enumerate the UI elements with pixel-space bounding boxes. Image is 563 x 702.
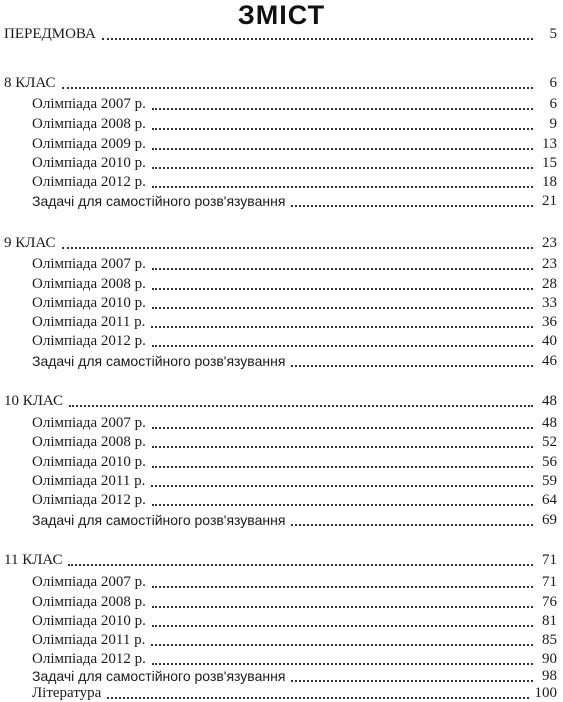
toc-section-entry[interactable]	[4, 391, 557, 410]
toc-entry-page-number: 56	[542, 454, 557, 470]
toc-entry[interactable]	[32, 490, 557, 509]
toc-entry-label: 10 КЛАС	[4, 393, 64, 409]
toc-entry-label: Олімпіада 2007 р.	[32, 96, 146, 112]
toc-entry[interactable]	[32, 413, 557, 432]
toc-entry[interactable]	[32, 471, 557, 490]
toc-entry-page-number: 21	[542, 193, 557, 209]
toc-entry[interactable]	[32, 683, 557, 702]
toc-entry-page-number: 5	[549, 26, 557, 42]
toc-entry[interactable]	[32, 191, 557, 210]
toc-entry-label: Олімпіада 2009 р.	[32, 136, 146, 152]
toc-entry-label: Олімпіада 2011 р.	[32, 473, 146, 489]
toc-entry-label: Олімпіада 2012 р.	[32, 333, 146, 349]
toc-entry-label: 8 КЛАС	[4, 75, 56, 91]
dot-leader	[151, 644, 533, 646]
dot-leader	[152, 307, 533, 309]
toc-entry[interactable]	[32, 611, 557, 630]
toc-entry-page-number: 90	[542, 651, 557, 667]
toc-entry[interactable]	[32, 452, 557, 471]
toc-entry-page-number: 6	[549, 96, 557, 112]
toc-entry[interactable]	[32, 432, 557, 451]
toc-entry-label: Олімпіада 2008 р.	[32, 276, 146, 292]
dot-leader	[152, 446, 533, 448]
toc-entry-label: Задачі для самостійного розв'язування	[32, 193, 286, 209]
dot-leader	[62, 247, 533, 249]
toc-entry-page-number: 69	[542, 512, 557, 528]
dot-leader	[152, 186, 533, 188]
toc-entry-label: Задачі для самостійного розв'язування	[32, 512, 286, 528]
toc-entry[interactable]	[32, 114, 557, 133]
toc-entry-page-number: 85	[542, 632, 557, 648]
dot-leader	[152, 288, 533, 290]
dot-leader	[291, 524, 533, 526]
dot-leader	[291, 680, 533, 682]
toc-entry-page-number: 6	[549, 75, 557, 91]
toc-section-entry[interactable]	[4, 73, 557, 92]
toc-entry-page-number: 23	[542, 235, 557, 251]
dot-leader	[152, 268, 533, 270]
toc-entry-page-number: 28	[542, 276, 557, 292]
toc-entry-page-number: 23	[542, 256, 557, 272]
page-title: ЗМІСТ	[237, 0, 326, 30]
dot-leader	[151, 485, 533, 487]
dot-leader	[107, 697, 528, 699]
dot-leader	[152, 345, 533, 347]
toc-entry-label: Олімпіада 2010 р.	[32, 295, 146, 311]
toc-entry-page-number: 98	[542, 668, 557, 684]
toc-entry-page-number: 33	[542, 295, 557, 311]
toc-entry-page-number: 36	[542, 314, 557, 330]
dot-leader	[152, 586, 533, 588]
toc-entry[interactable]	[32, 572, 557, 591]
toc-entry-label: Олімпіада 2007 р.	[32, 256, 146, 272]
toc-entry[interactable]	[32, 293, 557, 312]
toc-entry[interactable]	[32, 153, 557, 172]
toc-entry-page-number: 81	[542, 613, 557, 629]
toc-entry-label: Олімпіада 2008 р.	[32, 116, 146, 132]
toc-entry[interactable]	[32, 510, 557, 529]
toc-entry-page-number: 48	[542, 415, 557, 431]
toc-entry-label: Олімпіада 2008 р.	[32, 594, 146, 610]
toc-entry-page-number: 52	[542, 434, 557, 450]
toc-entry-page-number: 40	[542, 333, 557, 349]
toc-section-entry[interactable]	[4, 550, 557, 569]
toc-entry-page-number: 76	[542, 594, 557, 610]
toc-entry-page-number: 71	[542, 552, 557, 568]
toc-entry-label: Олімпіада 2007 р.	[32, 415, 146, 431]
toc-entry-label: Олімпіада 2012 р.	[32, 651, 146, 667]
toc-entry[interactable]	[32, 172, 557, 191]
toc-entry-page-number: 48	[542, 393, 557, 409]
toc-entry-label: Олімпіада 2012 р.	[32, 492, 146, 508]
dot-leader	[152, 663, 533, 665]
toc-entry-label: Олімпіада 2007 р.	[32, 574, 146, 590]
toc-entry-label: Література	[32, 685, 102, 701]
dot-leader	[291, 365, 533, 367]
toc-entry-page-number: 18	[542, 174, 557, 190]
toc-entry-label: Задачі для самостійного розв'язування	[32, 668, 286, 684]
toc-entry[interactable]	[32, 274, 557, 293]
toc-entry-label: Олімпіада 2011 р.	[32, 632, 146, 648]
dot-leader	[151, 326, 533, 328]
toc-entry[interactable]	[32, 331, 557, 350]
toc-entry[interactable]	[32, 630, 557, 649]
dot-leader	[152, 625, 533, 627]
toc-entry[interactable]	[32, 134, 557, 153]
toc-section-entry[interactable]	[4, 233, 557, 252]
dot-leader	[62, 87, 533, 89]
toc-entry-label: 11 КЛАС	[4, 552, 63, 568]
toc-entry-page-number: 9	[549, 116, 557, 132]
dot-leader	[102, 38, 533, 40]
toc-entry-label: Олімпіада 2010 р.	[32, 613, 146, 629]
dot-leader	[68, 564, 533, 566]
toc-entry[interactable]	[32, 254, 557, 273]
toc-entry-label: Олімпіада 2011 р.	[32, 314, 146, 330]
toc-entry-page-number: 59	[542, 473, 557, 489]
toc-entry-label: Олімпіада 2012 р.	[32, 174, 146, 190]
toc-entry-label: Олімпіада 2010 р.	[32, 454, 146, 470]
toc-entry[interactable]	[32, 94, 557, 113]
toc-entry-page-number: 100	[534, 685, 557, 701]
toc-entry[interactable]	[32, 351, 557, 370]
dot-leader	[291, 205, 533, 207]
toc-entry-label: Задачі для самостійного розв'язування	[32, 353, 286, 369]
toc-entry[interactable]	[32, 312, 557, 331]
toc-entry-page-number: 13	[542, 136, 557, 152]
toc-entry-page-number: 71	[542, 574, 557, 590]
dot-leader	[152, 504, 533, 506]
toc-entry-label: Олімпіада 2008 р.	[32, 434, 146, 450]
toc-section-entry[interactable]	[4, 24, 557, 43]
dot-leader	[152, 427, 533, 429]
toc-entry[interactable]	[32, 592, 557, 611]
toc-entry-label: 9 КЛАС	[4, 235, 56, 251]
toc-entry-page-number: 64	[542, 492, 557, 508]
dot-leader	[152, 128, 533, 130]
dot-leader	[152, 108, 533, 110]
dot-leader	[69, 405, 533, 407]
dot-leader	[152, 167, 533, 169]
toc-entry-label: ПЕРЕДМОВА	[4, 26, 96, 42]
dot-leader	[152, 148, 533, 150]
toc-entry-page-number: 15	[542, 155, 557, 171]
dot-leader	[152, 606, 533, 608]
toc-entry-label: Олімпіада 2010 р.	[32, 155, 146, 171]
toc-entry-page-number: 46	[542, 353, 557, 369]
dot-leader	[152, 466, 533, 468]
